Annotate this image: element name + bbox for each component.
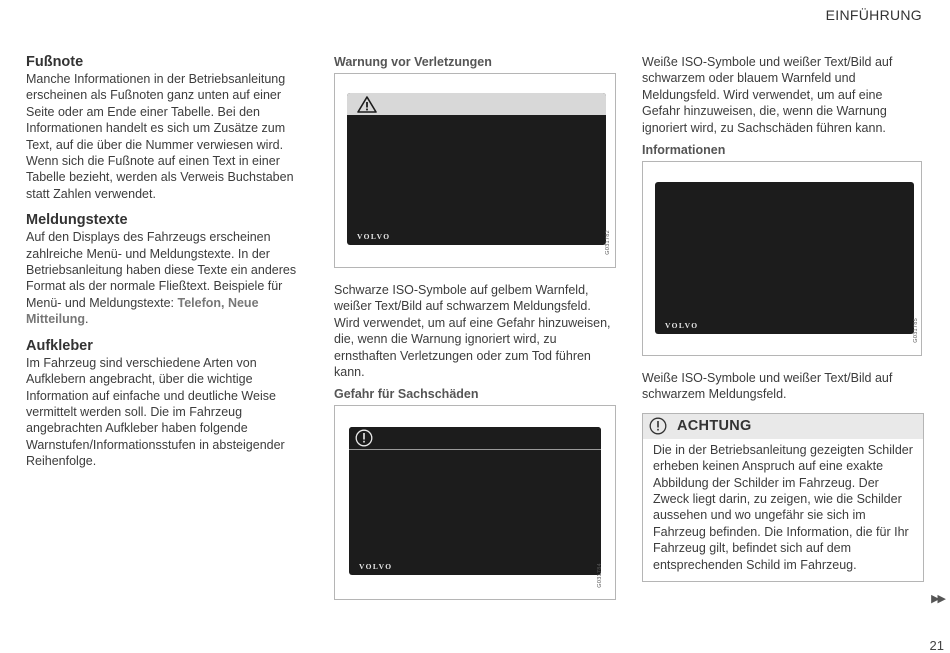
- exclamation-circle-icon: [355, 429, 373, 447]
- text-aufkleber: Im Fahrzeug sind verschiedene Arten von Aufklebern angebracht, über die wichtige Information auf einfache und deutliche Weise vermittelt werden soll. Die im Fahrzeug angebrachten Aufkleber haben folgende Warnstufen/Informationsstufen in absteigender Reihenfolge.: [26, 355, 285, 469]
- heading-fussnote: Fußnote: [26, 54, 84, 70]
- warning-band: [347, 93, 606, 115]
- section-title: EINFÜHRUNG: [825, 7, 922, 23]
- illustration-informationen: [642, 161, 922, 356]
- achtung-box: [642, 413, 924, 582]
- heading-informationen: Informationen: [642, 143, 726, 158]
- text-meldungstexte: [26, 229, 311, 327]
- info-sign: [655, 182, 914, 334]
- figure-code: G031785: [913, 318, 919, 344]
- column-middle: [334, 54, 619, 600]
- text-meldungstexte-end: .: [85, 312, 89, 327]
- column-right: [642, 54, 924, 582]
- figure-code: G031782: [605, 230, 611, 255]
- warning-triangle-icon: [357, 96, 377, 113]
- caption-informationen: Weiße ISO-Symbole und weißer Text/Bild auf schwarzem Meldungsfeld.: [642, 371, 893, 402]
- caption-sachschaden: Weiße ISO-Symbole und weißer Text/Bild auf schwarzem oder blauem Warnfeld und Meldungsfeld. Wird verwendet, um auf eine Gefahr hinzuweisen, die, wenn die Warnung ignoriert wird, zu Sachschäden führen kann.: [642, 55, 893, 135]
- section-meldungstexte: [26, 212, 311, 327]
- damage-sign: [349, 427, 601, 575]
- achtung-body: [643, 439, 923, 581]
- heading-meldungstexte: Meldungstexte: [26, 212, 128, 229]
- achtung-label: ACHTUNG: [677, 418, 752, 435]
- achtung-text: Die in der Betriebsanleitung gezeigten Schilder erheben keinen Anspruch auf eine exakte Abbildung der Schilder im Fahrzeug. Der Zweck liegt darin, zu zeigen, wie die Schilder aussehen und wo ungefähr sie sich im Fahrzeug befinden. Die Information, die für Ihr Fahrzeug gilt, befindet sich auf dem entsprechenden Schild im Fahrzeug.: [653, 442, 913, 572]
- text-meldungstexte-body: Auf den Displays des Fahrzeugs erscheinen zahlreiche Menü- und Meldungstexte. In der Betriebsanleitung haben diese Texte ein anderes Format als der normale Fließtext. Beispiele für Menü- und Meldungstexte:: [26, 230, 297, 310]
- warning-sign: [347, 93, 606, 245]
- brand-logo: VOLVO: [665, 321, 699, 331]
- illustration-sachschaden: [334, 405, 616, 600]
- brand-logo: VOLVO: [359, 562, 393, 572]
- section-aufkleber: [26, 338, 311, 470]
- heading-warnung: Warnung vor Verletzungen: [334, 55, 492, 69]
- menu-text-example: Telefon, Neue Mitteilung: [26, 295, 259, 327]
- heading-aufkleber: Aufkleber: [26, 337, 93, 354]
- info-circle-icon: [649, 417, 667, 435]
- section-fussnote: [26, 54, 311, 202]
- damage-band: [349, 427, 601, 450]
- achtung-header: [643, 414, 923, 439]
- caption-warnung: Schwarze ISO-Symbole auf gelbem Warnfeld, weißer Text/Bild auf schwarzem Meldungsfeld. Wird verwendet, um auf eine Gefahr hinzuweisen, die, wenn die Warnung ignoriert wird, zu ernsthaften Verletzungen oder zum Tod führen kann.: [334, 283, 611, 380]
- brand-logo: VOLVO: [357, 232, 391, 241]
- illustration-warnung: [334, 73, 616, 268]
- text-fussnote: Manche Informationen in der Betriebsanleitung erscheinen als Fußnoten ganz unten auf einer Seite oder am Ende einer Tabelle. Bei den Informationen handelt es sich um Zusätze zum Text, auf die über die Nummer verwiesen wird. Wenn sich die Fußnote auf einen Text in einer Tabelle bezieht, werden als Verweis Buchstaben statt Zahlen verwendet.: [26, 72, 294, 201]
- heading-sachschaden: Gefahr für Sachschäden: [334, 387, 479, 402]
- figure-code: G031784: [597, 562, 603, 588]
- page-number: 21: [929, 638, 944, 653]
- column-left: [26, 54, 311, 480]
- next-page-icon[interactable]: ▶▶: [931, 593, 944, 605]
